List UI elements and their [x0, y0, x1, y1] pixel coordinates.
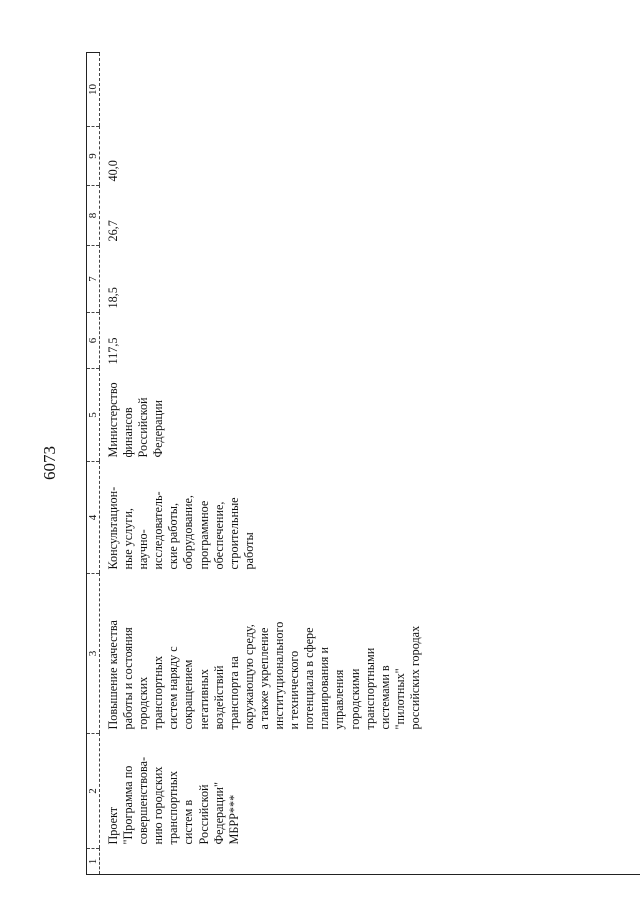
column-header: 1	[87, 849, 100, 875]
data-table	[86, 52, 423, 875]
column-header: 4	[87, 462, 100, 574]
column-header: 10	[87, 53, 100, 127]
cell-borrower: Министерство финансов Российской Федерации	[106, 382, 166, 458]
table-row	[100, 53, 423, 875]
cell-value-8: 26,7	[106, 220, 120, 242]
cell-value-10	[100, 53, 423, 127]
cell-total: 117,5	[106, 337, 120, 365]
table-left-border	[86, 873, 640, 875]
column-header: 8	[87, 186, 100, 246]
cell-project-goal: Повышение качества работы и состояния городских транспортных систем наряду с сокращением негативных воздействий транспорта на окружающую среду, а также укрепление институционального и технического потенциала в сфере планирования и управления городскими транспортными системами в "пилотных" российских городах	[106, 620, 422, 730]
column-header: 7	[87, 246, 100, 313]
cell-project-name: Проект "Программа по совершенствова- нию городских транспортных систем в Российской Федерации" МБРР***	[106, 756, 241, 845]
column-header: 3	[87, 574, 100, 734]
column-header: 5	[87, 369, 100, 462]
cell-value-9: 40,0	[106, 160, 120, 182]
page-number: 6073	[40, 446, 59, 480]
cell-value-7: 18,5	[106, 287, 120, 309]
column-header: 9	[87, 127, 100, 186]
column-header: 2	[87, 734, 100, 849]
column-header: 6	[87, 313, 100, 369]
cell-col1	[100, 849, 423, 875]
column-number-row	[87, 53, 100, 875]
cell-procurement: Консультацион- ные услуги, научно- исследователь- ские работы, оборудование, программное обеспечение, строительные работы	[106, 486, 256, 570]
